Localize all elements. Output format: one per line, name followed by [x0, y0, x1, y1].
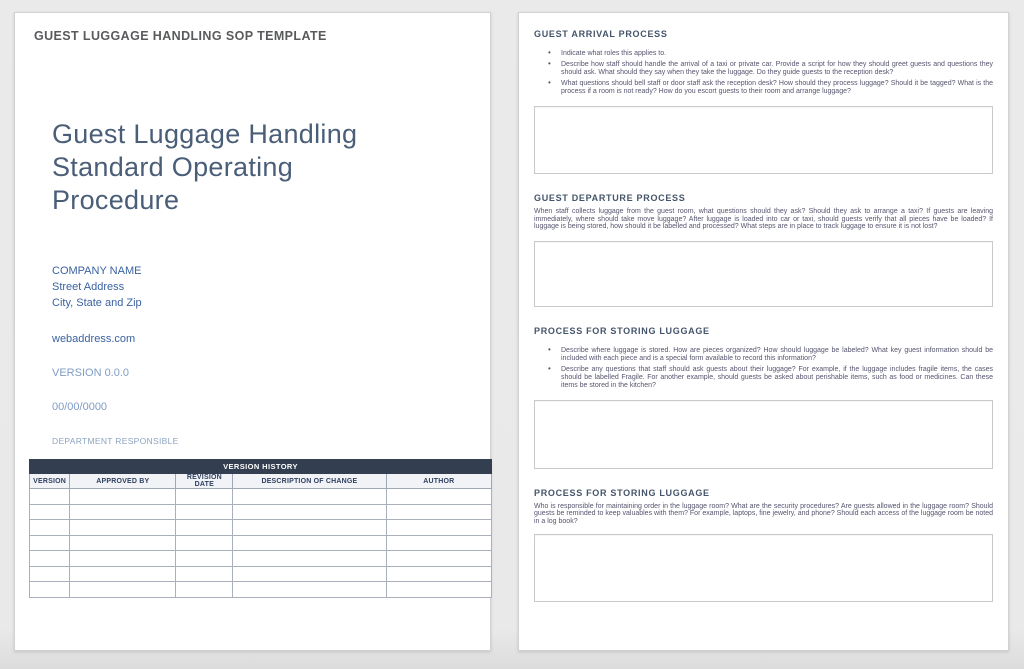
column-header-approved-by: APPROVED BY — [70, 474, 176, 489]
table-row — [30, 535, 492, 551]
bullet-item: • Describe where luggage is stored. How are pieces organized? How should luggage be labeled? What key guest information should be included with each piece and is a special form available to record this information? — [561, 347, 993, 363]
document-title-line: Procedure — [52, 185, 180, 215]
column-header-author: AUTHOR — [386, 474, 491, 489]
document-title — [52, 118, 357, 217]
table-cell-empty[interactable] — [70, 489, 176, 505]
version-number: VERSION 0.0.0 — [52, 367, 130, 379]
column-header-description-of-change: DESCRIPTION OF CHANGE — [233, 474, 386, 489]
table-cell-empty[interactable] — [176, 535, 233, 551]
department-responsible-label: DEPARTMENT RESPONSIBLE — [52, 436, 179, 446]
table-cell-empty[interactable] — [30, 535, 70, 551]
city-state-zip: City, State and Zip — [52, 297, 142, 309]
table-cell-empty[interactable] — [176, 582, 233, 598]
table-cell-empty[interactable] — [386, 566, 491, 582]
section-heading-guest-departure: GUEST DEPARTURE PROCESS — [534, 193, 686, 204]
table-cell-empty[interactable] — [233, 551, 386, 567]
table-cell-empty[interactable] — [233, 504, 386, 520]
section-heading-storing-luggage-1: PROCESS FOR STORING LUGGAGE — [534, 326, 710, 337]
web-address: webaddress.com — [52, 333, 136, 345]
document-title-line: Guest Luggage Handling — [52, 119, 358, 149]
column-header-revision-date: REVISION DATE — [176, 474, 233, 489]
bullet-item: • What questions should bell staff or door staff ask the reception desk? How should they process luggage? Should it be tagged? What is the process if a room is not ready? How do you escort guests to their room and arrange luggage? — [561, 80, 993, 96]
storing-luggage-paragraph: Who is responsible for maintaining order in the luggage room? What are the security procedures? Are guests allowed in the luggage room? Should guests be reminded to keep valuables with them? For example, laptops, fine jewelry, and phone? Should each access of the luggage room be noted in a log book? — [534, 502, 993, 526]
document-title-line: Standard Operating — [52, 152, 294, 182]
document-header-title: GUEST LUGGAGE HANDLING SOP TEMPLATE — [34, 29, 327, 43]
table-cell-empty[interactable] — [30, 566, 70, 582]
table-cell-empty[interactable] — [176, 489, 233, 505]
version-history-header-row — [30, 474, 492, 489]
table-cell-empty[interactable] — [30, 551, 70, 567]
document-date: 00/00/0000 — [52, 401, 108, 413]
table-cell-empty[interactable] — [70, 504, 176, 520]
storing-luggage-bullet-list — [534, 347, 993, 391]
table-cell-empty[interactable] — [233, 582, 386, 598]
storing-luggage-answer-box-1[interactable] — [534, 400, 993, 469]
table-cell-empty[interactable] — [233, 566, 386, 582]
table-cell-empty[interactable] — [386, 520, 491, 536]
section-heading-storing-luggage-2: PROCESS FOR STORING LUGGAGE — [534, 487, 710, 498]
table-row — [30, 582, 492, 598]
table-cell-empty[interactable] — [386, 582, 491, 598]
table-cell-empty[interactable] — [233, 520, 386, 536]
table-cell-empty[interactable] — [30, 504, 70, 520]
company-name: COMPANY NAME — [52, 265, 142, 277]
table-cell-empty[interactable] — [386, 551, 491, 567]
guest-arrival-answer-box[interactable] — [534, 106, 993, 174]
table-cell-empty[interactable] — [70, 535, 176, 551]
table-cell-empty[interactable] — [70, 520, 176, 536]
column-header-version: VERSION — [30, 474, 70, 489]
street-address: Street Address — [52, 281, 125, 293]
table-cell-empty[interactable] — [70, 566, 176, 582]
table-cell-empty[interactable] — [176, 504, 233, 520]
bullet-item: • Indicate what roles this applies to. — [561, 50, 993, 58]
bullet-item: • Describe any questions that staff should ask guests about their luggage? For example, if the luggage includes fragile items, the cases should be labelled Fragile. For another example, should guests be asked about perishable items, such as food or medicines. Can these items be stored in the kitchen? — [561, 366, 993, 391]
table-cell-empty[interactable] — [176, 566, 233, 582]
table-cell-empty[interactable] — [30, 520, 70, 536]
table-row — [30, 520, 492, 536]
table-row — [30, 489, 492, 505]
company-info-block — [52, 263, 142, 311]
table-cell-empty[interactable] — [70, 551, 176, 567]
guest-departure-answer-box[interactable] — [534, 241, 993, 307]
version-history-table-title: VERSION HISTORY — [30, 460, 492, 474]
table-cell-empty[interactable] — [70, 582, 176, 598]
table-cell-empty[interactable] — [176, 520, 233, 536]
table-cell-empty[interactable] — [30, 582, 70, 598]
table-cell-empty[interactable] — [233, 489, 386, 505]
table-row — [30, 504, 492, 520]
table-cell-empty[interactable] — [386, 535, 491, 551]
table-cell-empty[interactable] — [176, 551, 233, 567]
document-page-1 — [14, 12, 491, 651]
guest-arrival-bullet-list — [534, 50, 993, 96]
version-history-table — [29, 459, 492, 598]
table-row — [30, 551, 492, 567]
bullet-item: • Describe how staff should handle the arrival of a taxi or private car. Provide a script for how they should greet guests and questions they should ask. What should they say when they take the luggage. Do they guide guests to the reception desk? — [561, 61, 993, 77]
table-cell-empty[interactable] — [30, 489, 70, 505]
section-heading-guest-arrival: GUEST ARRIVAL PROCESS — [534, 29, 668, 39]
table-row — [30, 566, 492, 582]
document-page-2 — [518, 12, 1009, 651]
guest-departure-paragraph: When staff collects luggage from the guest room, what questions should they ask? Should they ask to arrange a taxi? If guests are leaving immediately, where should take move luggage? After luggage is loaded into car or taxi, should guests verify that all pieces have be loaded? If luggage is being stored, how should it be labelled and processed? What steps are in place to track luggage to ensure it is not lost? — [534, 208, 993, 231]
table-cell-empty[interactable] — [386, 504, 491, 520]
table-cell-empty[interactable] — [386, 489, 491, 505]
table-cell-empty[interactable] — [233, 535, 386, 551]
storing-luggage-answer-box-2[interactable] — [534, 534, 993, 602]
